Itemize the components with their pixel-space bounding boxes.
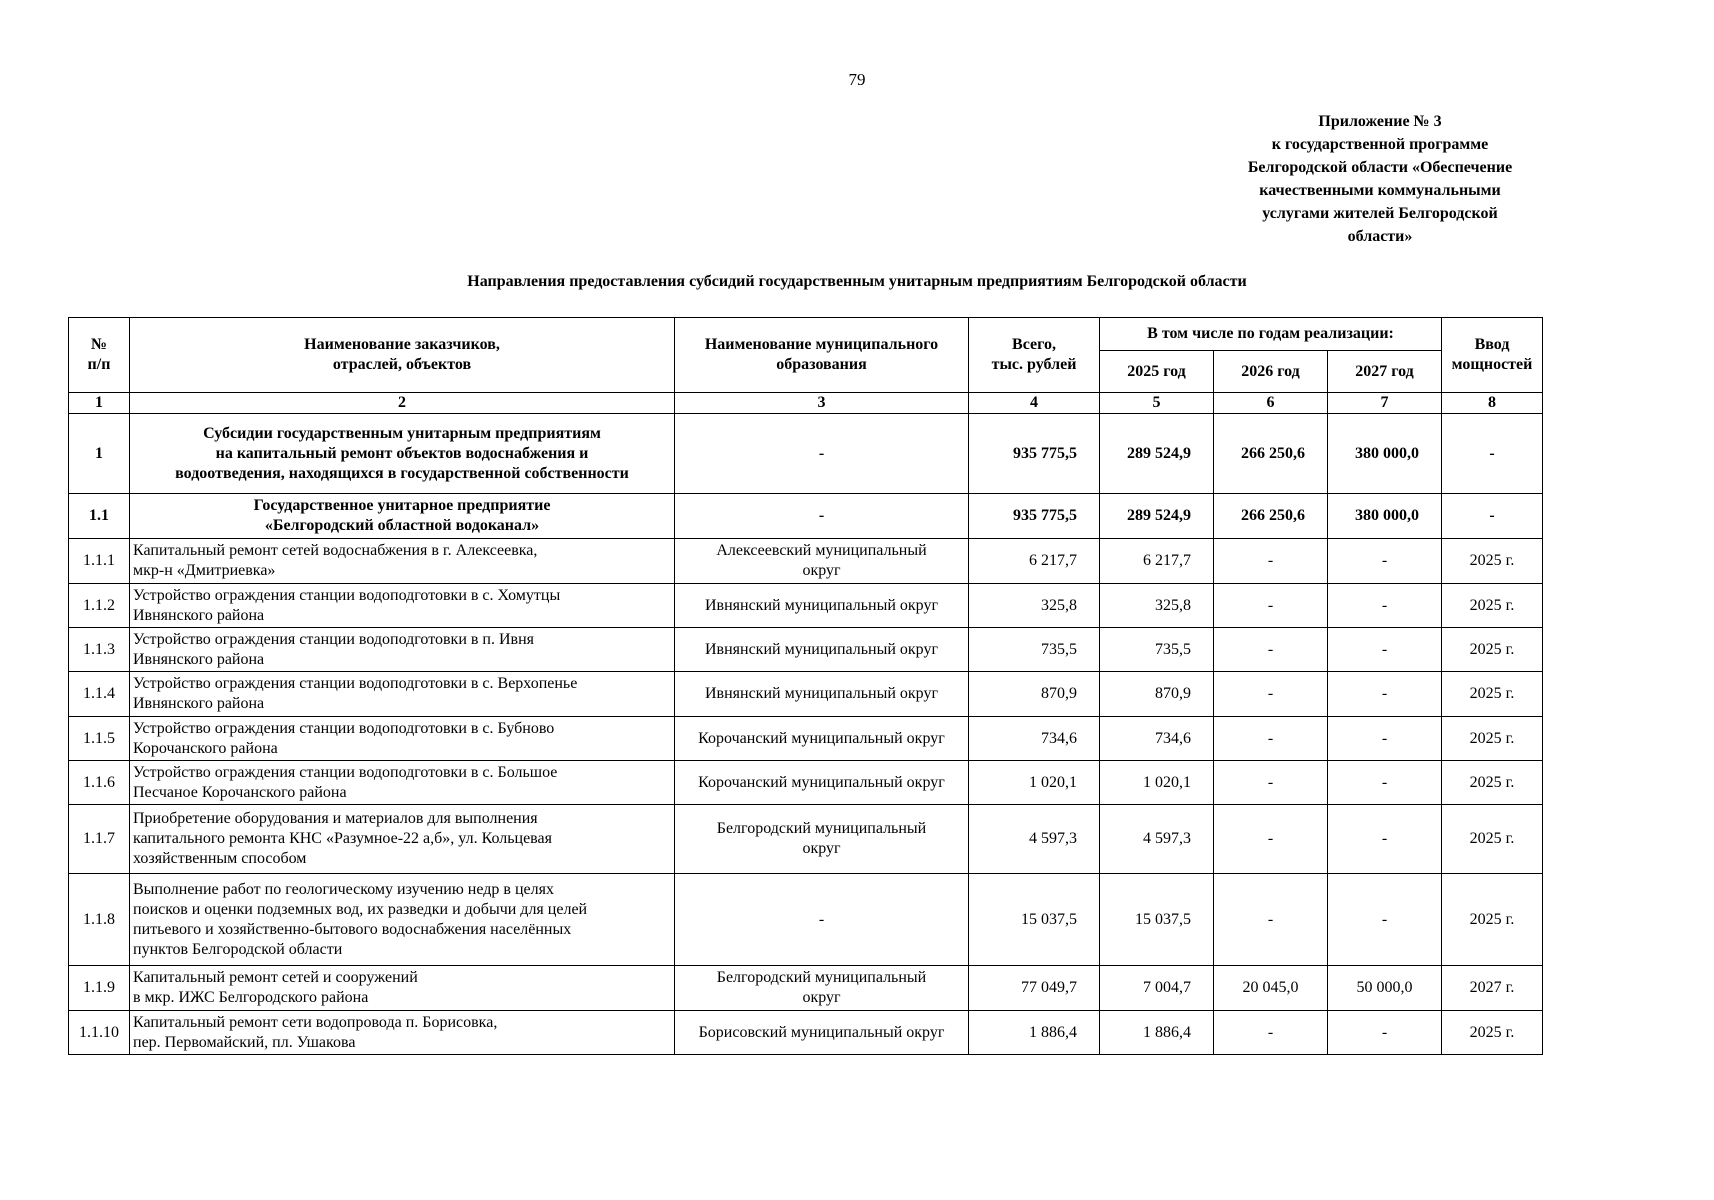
- appendix-line: области»: [1347, 228, 1413, 245]
- total-amount: 735,5: [969, 628, 1100, 672]
- commissioning: 2025 г.: [1442, 672, 1543, 717]
- object-name: Приобретение оборудования и материалов для выполнения капитального ремонта КНС «Разумное-22 а,б», ул. Кольцевая хозяйственным способом: [130, 805, 675, 874]
- table-row: [69, 539, 1543, 584]
- object-name: Устройство ограждения станции водоподготовки в с. Бубново Корочанского района: [130, 717, 675, 761]
- table-row: [69, 1011, 1543, 1055]
- commissioning: -: [1442, 494, 1543, 539]
- municipality: Белгородский муниципальный округ: [675, 966, 969, 1011]
- header-by-years: В том числе по годам реализации:: [1100, 318, 1442, 351]
- row-number: 1.1.1: [69, 539, 130, 584]
- amount-2025: 4 597,3: [1100, 805, 1214, 874]
- table-row: [69, 874, 1543, 966]
- municipality: -: [675, 874, 969, 966]
- amount-2026: -: [1214, 874, 1328, 966]
- appendix-line: к государственной программе: [1271, 136, 1489, 153]
- column-number: 5: [1100, 393, 1214, 414]
- commissioning: 2025 г.: [1442, 717, 1543, 761]
- amount-2026: 20 045,0: [1214, 966, 1328, 1011]
- object-name: Устройство ограждения станции водоподготовки в с. Хомутцы Ивнянского района: [130, 584, 675, 628]
- total-amount: 1 020,1: [969, 761, 1100, 805]
- row-number: 1.1: [69, 494, 130, 539]
- commissioning: 2025 г.: [1442, 761, 1543, 805]
- total-amount: 325,8: [969, 584, 1100, 628]
- total-amount: 6 217,7: [969, 539, 1100, 584]
- page-number: 79: [848, 70, 866, 89]
- amount-2026: -: [1214, 628, 1328, 672]
- municipality: Корочанский муниципальный округ: [675, 761, 969, 805]
- object-name: Капитальный ремонт сетей и сооружений в мкр. ИЖС Белгородского района: [130, 966, 675, 1011]
- amount-2027: -: [1328, 805, 1442, 874]
- commissioning: 2027 г.: [1442, 966, 1543, 1011]
- object-name: Устройство ограждения станции водоподготовки в с. Большое Песчаное Корочанского района: [130, 761, 675, 805]
- appendix-line: услугами жителей Белгородской: [1262, 205, 1498, 222]
- table-row: [69, 628, 1543, 672]
- total-amount: 1 886,4: [969, 1011, 1100, 1055]
- row-number: 1: [69, 414, 130, 494]
- amount-2025: 734,6: [1100, 717, 1214, 761]
- municipality: Ивнянский муниципальный округ: [675, 628, 969, 672]
- table-row: [69, 966, 1543, 1011]
- appendix-line: качественными коммунальными: [1259, 182, 1501, 199]
- total-amount: 734,6: [969, 717, 1100, 761]
- row-number: 1.1.4: [69, 672, 130, 717]
- row-number: 1.1.3: [69, 628, 130, 672]
- row-number: 1.1.9: [69, 966, 130, 1011]
- column-number-row: [69, 393, 1543, 414]
- object-name: Капитальный ремонт сети водопровода п. Борисовка, пер. Первомайский, пл. Ушакова: [130, 1011, 675, 1055]
- column-number: 2: [130, 393, 675, 414]
- commissioning: 2025 г.: [1442, 628, 1543, 672]
- column-number: 7: [1328, 393, 1442, 414]
- amount-2025: 289 524,9: [1100, 414, 1214, 494]
- header-2026: 2026 год: [1214, 351, 1328, 393]
- municipality: Ивнянский муниципальный округ: [675, 584, 969, 628]
- header-2027: 2027 год: [1328, 351, 1442, 393]
- column-number: 8: [1442, 393, 1543, 414]
- table-row: [69, 717, 1543, 761]
- amount-2026: -: [1214, 672, 1328, 717]
- amount-2026: -: [1214, 584, 1328, 628]
- row-number: 1.1.10: [69, 1011, 130, 1055]
- header-2025: 2025 год: [1100, 351, 1214, 393]
- total-amount: 77 049,7: [969, 966, 1100, 1011]
- municipality: Корочанский муниципальный округ: [675, 717, 969, 761]
- subsidy-table: [68, 317, 1543, 1055]
- object-name: Выполнение работ по геологическому изучению недр в целях поисков и оценки подземных вод, их разведки и добычи для целей питьевого и хозяйственно-бытового водоснабжения населённых пунктов Белгородской области: [130, 874, 675, 966]
- municipality: -: [675, 494, 969, 539]
- amount-2025: 1 020,1: [1100, 761, 1214, 805]
- table-row: [69, 761, 1543, 805]
- amount-2027: -: [1328, 1011, 1442, 1055]
- column-number: 6: [1214, 393, 1328, 414]
- amount-2026: -: [1214, 539, 1328, 584]
- column-number: 3: [675, 393, 969, 414]
- total-amount: 935 775,5: [969, 494, 1100, 539]
- table-row: [69, 414, 1543, 494]
- commissioning: 2025 г.: [1442, 805, 1543, 874]
- table-row: [69, 584, 1543, 628]
- municipality: Борисовский муниципальный округ: [675, 1011, 969, 1055]
- header-name: Наименование заказчиков, отраслей, объектов: [130, 318, 675, 393]
- object-name: Устройство ограждения станции водоподготовки в п. Ивня Ивнянского района: [130, 628, 675, 672]
- amount-2025: 870,9: [1100, 672, 1214, 717]
- amount-2026: -: [1214, 717, 1328, 761]
- object-name: Капитальный ремонт сетей водоснабжения в г. Алексеевка, мкр-н «Дмитриевка»: [130, 539, 675, 584]
- amount-2027: -: [1328, 717, 1442, 761]
- total-amount: 15 037,5: [969, 874, 1100, 966]
- table-row: [69, 494, 1543, 539]
- commissioning: -: [1442, 414, 1543, 494]
- commissioning: 2025 г.: [1442, 874, 1543, 966]
- column-number: 1: [69, 393, 130, 414]
- amount-2026: 266 250,6: [1214, 494, 1328, 539]
- amount-2025: 7 004,7: [1100, 966, 1214, 1011]
- table-row: [69, 805, 1543, 874]
- table-row: [69, 672, 1543, 717]
- amount-2025: 735,5: [1100, 628, 1214, 672]
- header-commissioning: Ввод мощностей: [1442, 318, 1543, 393]
- header-total: Всего, тыс. рублей: [969, 318, 1100, 393]
- column-number: 4: [969, 393, 1100, 414]
- header-num: № п/п: [69, 318, 130, 393]
- amount-2027: -: [1328, 874, 1442, 966]
- amount-2027: -: [1328, 761, 1442, 805]
- municipality: Алексеевский муниципальный округ: [675, 539, 969, 584]
- amount-2027: -: [1328, 584, 1442, 628]
- amount-2025: 325,8: [1100, 584, 1214, 628]
- object-name: Устройство ограждения станции водоподготовки в с. Верхопенье Ивнянского района: [130, 672, 675, 717]
- municipality: Белгородский муниципальный округ: [675, 805, 969, 874]
- row-number: 1.1.5: [69, 717, 130, 761]
- row-number: 1.1.2: [69, 584, 130, 628]
- row-number: 1.1.7: [69, 805, 130, 874]
- amount-2025: 1 886,4: [1100, 1011, 1214, 1055]
- amount-2026: 266 250,6: [1214, 414, 1328, 494]
- row-number: 1.1.8: [69, 874, 130, 966]
- amount-2027: -: [1328, 539, 1442, 584]
- document-title: Направления предоставления субсидий государственным унитарным предприятиям Белгородской области: [467, 273, 1247, 290]
- amount-2026: -: [1214, 805, 1328, 874]
- commissioning: 2025 г.: [1442, 539, 1543, 584]
- commissioning: 2025 г.: [1442, 1011, 1543, 1055]
- header-row-1: [69, 318, 1543, 351]
- municipality: Ивнянский муниципальный округ: [675, 672, 969, 717]
- amount-2027: -: [1328, 672, 1442, 717]
- total-amount: 4 597,3: [969, 805, 1100, 874]
- header-municipality: Наименование муниципального образования: [675, 318, 969, 393]
- amount-2027: 380 000,0: [1328, 494, 1442, 539]
- row-number: 1.1.6: [69, 761, 130, 805]
- amount-2025: 6 217,7: [1100, 539, 1214, 584]
- amount-2025: 15 037,5: [1100, 874, 1214, 966]
- total-amount: 870,9: [969, 672, 1100, 717]
- amount-2027: 380 000,0: [1328, 414, 1442, 494]
- object-name: Государственное унитарное предприятие «Белгородский областной водоканал»: [130, 494, 675, 539]
- amount-2027: 50 000,0: [1328, 966, 1442, 1011]
- object-name: Субсидии государственным унитарным предприятиям на капитальный ремонт объектов водоснабжения и водоотведения, находящихся в государственной собственности: [130, 414, 675, 494]
- appendix-line: Белгородской области «Обеспечение: [1247, 159, 1513, 176]
- amount-2027: -: [1328, 628, 1442, 672]
- amount-2026: -: [1214, 761, 1328, 805]
- appendix-line: Приложение № 3: [1318, 113, 1442, 130]
- total-amount: 935 775,5: [969, 414, 1100, 494]
- appendix-note: [1210, 110, 1550, 248]
- amount-2026: -: [1214, 1011, 1328, 1055]
- commissioning: 2025 г.: [1442, 584, 1543, 628]
- amount-2025: 289 524,9: [1100, 494, 1214, 539]
- municipality: -: [675, 414, 969, 494]
